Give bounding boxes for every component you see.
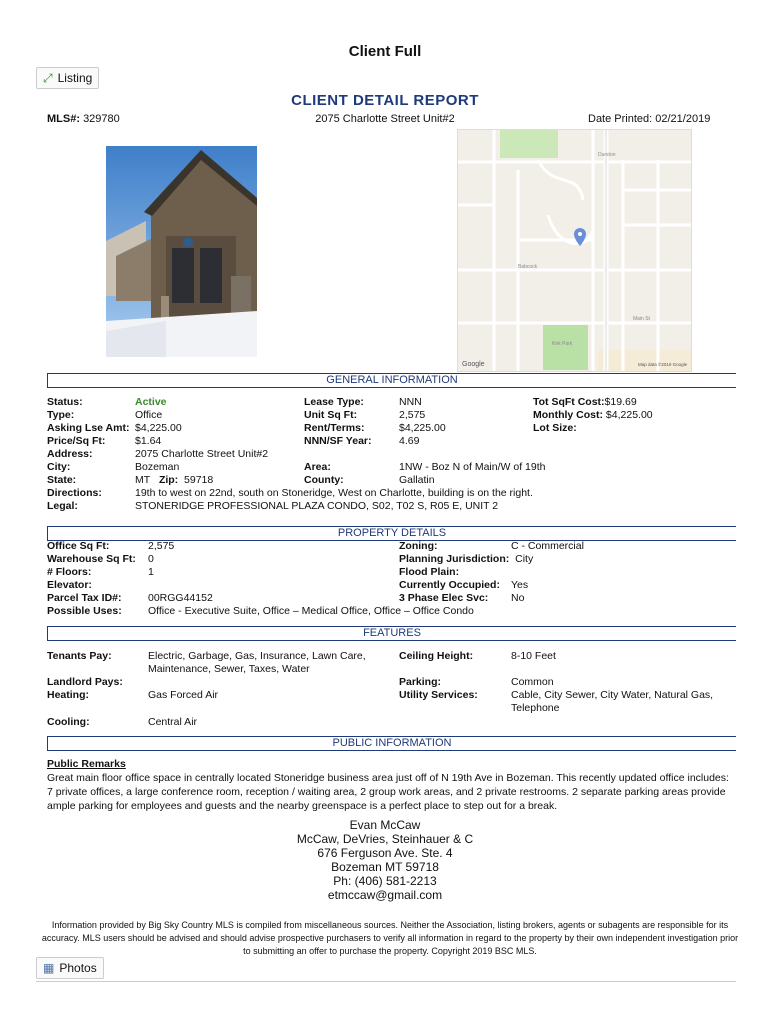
general-values-col2: NNN 2,575 $4,225.00 4.69 1NW - Boz N of Main/W of 19th Gallatin <box>399 396 546 486</box>
utility-services-value: Cable, City Sewer, City Water, Natural Gas, Telephone <box>511 689 714 714</box>
map-street-label: Main St <box>633 316 650 322</box>
tenants-pay-label: Tenants Pay: <box>47 650 112 662</box>
general-information-header: GENERAL INFORMATION <box>47 373 736 388</box>
property-photo <box>106 146 257 357</box>
public-remarks-text: Great main floor office space in centrally located Stoneridge business area just off of N 19th Ave in Bozeman. This recently updated office includes: 7 private offices, a large conference room, reception / waiting area, 2 group work areas, and 2 private restrooms. 2 separate parking areas provide ample parking for employees and guests and the nearby greenspace is a perfect place to step out for a break. <box>47 772 729 812</box>
location-map[interactable] <box>457 129 692 372</box>
parking-label: Parking: <box>399 676 442 688</box>
property-labels-col1: Office Sq Ft: Warehouse Sq Ft: # Floors: Elevator: Parcel Tax ID#: Possible Uses: <box>47 540 136 617</box>
property-labels-col2: Zoning: Planning Jurisdiction: City Flood Plain: Currently Occupied: 3 Phase Elec Svc: <box>399 540 534 604</box>
map-park-label: Kirk Park <box>552 341 573 347</box>
listing-tab[interactable] <box>36 67 99 89</box>
agent-firm: McCaw, DeVries, Steinhauer & C <box>296 832 474 846</box>
disclaimer: Information provided by Big Sky Country MLS is compiled from miscellaneous sources. Neither the Association, listing brokers, agents or subagents are responsible for its accuracy. MLS users should be advised and should advise prospective purchasers to verify all information in regard to the property by their own independent investigation prior to submitting an offer to purchase the property. Copyright 2019 BSC MLS. <box>41 920 739 956</box>
listing-tab-label: Listing <box>57 71 93 85</box>
page-title: Client Full <box>348 43 422 60</box>
public-information-header: PUBLIC INFORMATION <box>47 736 736 751</box>
public-remarks-heading: Public Remarks <box>47 758 126 770</box>
map-street-label: Babcock <box>518 264 538 270</box>
listing-address: 2075 Charlotte Street Unit#2 <box>315 113 455 125</box>
general-col3: Tot SqFt Cost:$19.69 Monthly Cost: $4,225.00 Lot Size: <box>533 396 653 434</box>
utility-services-label: Utility Services: <box>399 689 478 701</box>
divider <box>36 981 736 982</box>
general-values-col1: Active Office $4,225.00 $1.64 2075 Charlotte Street Unit#2 Bozeman MT Zip: 59718 19th to west on 22nd, south on Stoneridge, West on Charlotte, building is on the right. STONERIDGE PROFESSIONAL PLAZA CONDO, S02, T02 S, R05 E, UNIT 2 <box>135 396 533 512</box>
heating-value: Gas Forced Air <box>148 689 219 701</box>
photo-icon: ▦ <box>43 961 55 975</box>
photos-tab[interactable] <box>36 957 104 979</box>
parking-value: Common <box>511 676 554 688</box>
cooling-label: Cooling: <box>47 716 90 728</box>
agent-city: Bozeman MT 59718 <box>331 860 439 874</box>
photos-tab-label: Photos <box>59 961 97 975</box>
features-header: FEATURES <box>47 626 736 641</box>
agent-street: 676 Ferguson Ave. Ste. 4 <box>317 846 453 860</box>
date-printed: Date Printed: 02/21/2019 <box>588 113 711 125</box>
heating-label: Heating: <box>47 689 89 701</box>
property-values-col2: C - Commercial Yes No <box>511 540 584 604</box>
property-values-col1: 2,575 0 1 00RGG44152 Office - Executive Suite, Office – Medical Office, Office – Office Condo <box>148 540 474 617</box>
agent-email[interactable]: etmccaw@gmail.com <box>327 888 443 902</box>
expand-icon: ⤢ <box>43 70 53 85</box>
ceiling-height-value: 8-10 Feet <box>511 650 556 662</box>
map-street-label: Durston <box>598 152 616 158</box>
general-labels-col2: Lease Type: Unit Sq Ft: Rent/Terms: NNN/SF Year: Area: County: <box>304 396 372 486</box>
agent-name: Evan McCaw <box>349 818 421 832</box>
status-badge: Active <box>135 396 167 408</box>
google-logo: Google <box>462 361 485 368</box>
tenants-pay-value: Electric, Garbage, Gas, Insurance, Lawn Care, Maintenance, Sewer, Taxes, Water <box>148 650 366 675</box>
report-title: CLIENT DETAIL REPORT <box>291 92 479 109</box>
agent-phone: Ph: (406) 581-2213 <box>333 874 437 888</box>
landlord-pays-label: Landlord Pays: <box>47 676 123 688</box>
ceiling-height-label: Ceiling Height: <box>399 650 474 662</box>
mls-number: MLS#: 329780 <box>47 113 120 125</box>
map-attribution: Map data ©2019 Google <box>638 362 688 367</box>
property-details-header: PROPERTY DETAILS <box>47 526 736 541</box>
cooling-value: Central Air <box>148 716 198 728</box>
general-labels-col1: Status: Type: Asking Lse Amt: Price/Sq Ft: Address: City: State: Directions: Legal: <box>47 396 130 512</box>
